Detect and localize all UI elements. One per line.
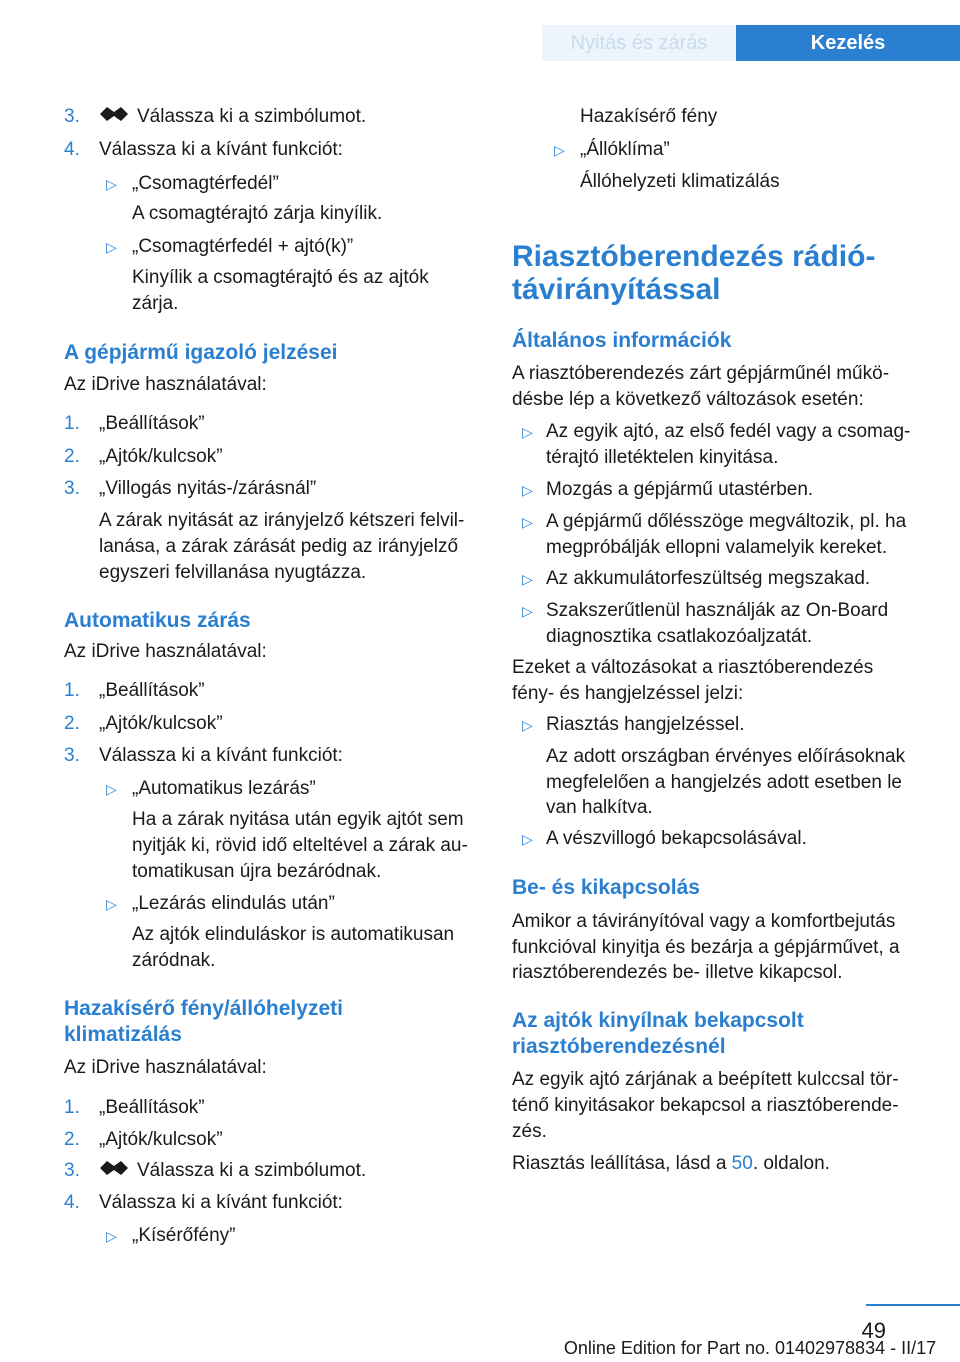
paragraph: Amikor a távirányítóval vagy a komfortbejutás (512, 911, 896, 932)
bullet-description: Állóhelyzeti klimatizálás (580, 171, 780, 192)
heading-home-light: Hazakísérő fény/állóhelyzeti (64, 997, 343, 1020)
list-text: Válassza ki a kívánt funkciót: (99, 139, 343, 160)
list-text: Válassza ki a szimbólumot. (137, 106, 367, 128)
heading-general-info: Általános információk (512, 329, 732, 352)
list-text: „Ajtók/kulcsok” (99, 1129, 223, 1150)
bullet-text: „Csomagtérfedél” (132, 173, 279, 194)
list-number: 2. (64, 1129, 80, 1150)
paragraph: Az egyik ajtó zárjának a beépített kulccsal tör- (512, 1069, 899, 1090)
edition-footer: Online Edition for Part no. 01402978834 - II/17 (563, 1338, 937, 1358)
bullet-icon: ▷ (522, 424, 533, 440)
bullet-icon: ▷ (522, 717, 533, 733)
bullet-text: megpróbálják ellopni valamelyik kereket. (546, 537, 888, 558)
header-chapter-tab: Kezelés (736, 25, 960, 61)
list-number: 1. (64, 680, 80, 701)
bullet-description: Ha a zárak nyitása után egyik ajtót sem (132, 809, 464, 830)
bullet-text: diagnosztika csatlakozóaljzatát. (546, 626, 813, 647)
bullet-text: „Állóklíma” (580, 139, 670, 160)
bullet-description: Az adott országban érvényes előírásoknak (546, 746, 906, 767)
bullet-icon: ▷ (522, 571, 533, 587)
heading-confirmation-signals: A gépjármű igazoló jelzései (64, 341, 338, 364)
paragraph: fény- és hangjelzéssel jelzi: (512, 683, 744, 704)
list-number: 2. (64, 713, 80, 734)
paragraph: Ezeket a változásokat a riasztóberendezés (512, 657, 874, 678)
heading-alarm-system-cont: távirányítással (512, 273, 721, 306)
bullet-description: zárja. (132, 293, 179, 314)
list-number: 3. (64, 478, 80, 499)
heading-automatic-locking: Automatikus zárás (64, 609, 251, 632)
list-number: 4. (64, 139, 80, 160)
bullet-icon: ▷ (522, 831, 533, 847)
paragraph: Az iDrive használatával: (64, 641, 267, 662)
paragraph: Az iDrive használatával: (64, 374, 267, 395)
list-number: 1. (64, 413, 80, 434)
bullet-description: Az ajtók elinduláskor is automatikusan (132, 924, 455, 945)
list-description: lanása, a zárak zárását pedig az irányjelző (99, 536, 459, 557)
bullet-text: A gépjármű dőlésszöge megváltozik, pl. ha (546, 511, 907, 532)
bullet-description: A csomagtérajtó zárja kinyílik. (132, 203, 383, 224)
page-reference-link[interactable]: 50 (731, 1153, 753, 1174)
list-text: Válassza ki a kívánt funkciót: (99, 745, 343, 766)
list-text: Válassza ki a szimbólumot. (137, 1160, 367, 1182)
list-number: 4. (64, 1192, 80, 1213)
list-text: „Ajtók/kulcsok” (99, 713, 223, 734)
bullet-icon: ▷ (106, 896, 117, 912)
list-text: „Beállítások” (99, 680, 205, 701)
paragraph: riasztóberendezés be- illetve kikapcsol. (512, 962, 843, 983)
bullet-icon: ▷ (106, 781, 117, 797)
list-number: 3. (64, 106, 80, 127)
bullet-icon: ▷ (106, 1228, 117, 1244)
bullet-icon: ▷ (522, 603, 533, 619)
list-text: „Beállítások” (99, 1097, 205, 1118)
footer-rule (866, 1304, 960, 1306)
paragraph: A riasztóberendezés zárt gépjárműnél műkö- (512, 363, 890, 384)
list-text: „Beállítások” (99, 413, 205, 434)
list-number: 2. (64, 446, 80, 467)
bullet-icon: ▷ (554, 142, 565, 158)
heading-home-light-cont: klimatizálás (64, 1023, 182, 1046)
header-section-tab: Nyitás és zárás (542, 25, 736, 61)
bullet-description: Kinyílik a csomagtérajtó és az ajtók (132, 267, 429, 288)
paragraph: funkcióval kinyitja és bezárja a gépjárművet, a (512, 937, 900, 958)
list-number: 3. (64, 745, 80, 766)
bullet-text: „Csomagtérfedél + ajtó(k)” (132, 236, 354, 257)
bullet-text: „Automatikus lezárás” (132, 778, 316, 799)
paragraph: ténő kinyitásakor bekapcsol a riasztóberende- (512, 1095, 899, 1116)
bullet-text: A vészvillogó bekapcsolásával. (546, 828, 807, 849)
bullet-icon: ▷ (522, 514, 533, 530)
chevron-diamond-icon (99, 1159, 129, 1183)
list-text: „Villogás nyitás-/zárásnál” (99, 478, 317, 499)
list-number: 3. (64, 1160, 80, 1181)
bullet-icon: ▷ (522, 482, 533, 498)
bullet-text: Szakszerűtlenül használják az On-Board (546, 600, 889, 621)
paragraph: Riasztás leállítása, lásd a 50. oldalon. (512, 1153, 830, 1174)
heading-alarm-system: Riasztóberendezés rádió- (512, 240, 876, 273)
bullet-text: „Lezárás elindulás után” (132, 893, 335, 914)
bullet-text: Mozgás a gépjármű utastérben. (546, 479, 814, 500)
list-number: 1. (64, 1097, 80, 1118)
bullet-description: nyitják ki, rövid idő elteltével a zárak au- (132, 835, 468, 856)
bullet-text: Riasztás hangjelzéssel. (546, 714, 745, 735)
heading-doors-open-cont: riasztóberendezésnél (512, 1035, 726, 1058)
bullet-text: „Kísérőfény” (132, 1225, 236, 1246)
bullet-description: tomatikusan újra bezáródnak. (132, 861, 382, 882)
bullet-text: Az egyik ajtó, az első fedél vagy a csomag- (546, 421, 911, 442)
bullet-text: Az akkumulátorfeszültség megszakad. (546, 568, 871, 589)
bullet-icon: ▷ (106, 239, 117, 255)
page-number: 49 (861, 1318, 886, 1343)
paragraph: Az iDrive használatával: (64, 1057, 267, 1078)
heading-doors-open: Az ajtók kinyílnak bekapcsolt (512, 1009, 804, 1032)
bullet-description: záródnak. (132, 950, 216, 971)
chevron-diamond-icon (99, 105, 129, 129)
bullet-description: Hazakísérő fény (580, 106, 718, 127)
list-description: A zárak nyitását az irányjelző kétszeri felvil- (99, 510, 465, 531)
bullet-icon: ▷ (106, 176, 117, 192)
list-text: Válassza ki a kívánt funkciót: (99, 1192, 343, 1213)
bullet-description: van halkítva. (546, 797, 653, 818)
bullet-description: megfelelően a hangjelzés adott esetben le (546, 772, 902, 793)
paragraph: désbe lép a következő változások esetén: (512, 389, 864, 410)
heading-on-off: Be- és kikapcsolás (512, 876, 700, 899)
list-description: egyszeri felvillanása nyugtázza. (99, 562, 367, 583)
paragraph: zés. (512, 1121, 547, 1142)
list-text: „Ajtók/kulcsok” (99, 446, 223, 467)
bullet-text: térajtó illetéktelen kinyitása. (546, 447, 779, 468)
